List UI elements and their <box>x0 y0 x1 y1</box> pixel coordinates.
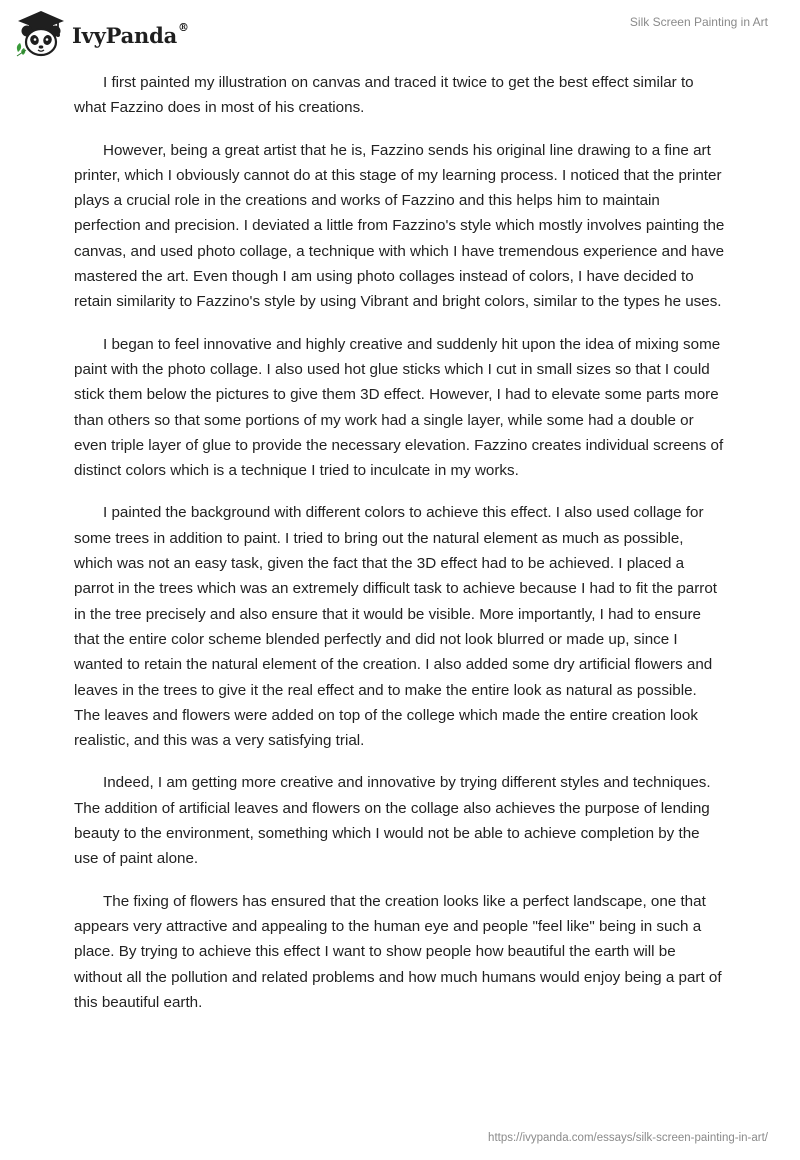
document-title: Silk Screen Painting in Art <box>629 15 768 29</box>
paragraph: The fixing of flowers has ensured that the creation looks like a perfect landscape, one that appears very attractive and appealing to the human eye and people "feel like" being in such a place. By trying to achieve this effect I want to show people how beautiful the earth will be without all the pollution and related problems and how much humans would enjoy being a part of this beautiful earth. <box>74 892 722 1011</box>
paragraph: I painted the background with different colors to achieve this effect. I also used collage for some trees in addition to paint. I tried to bring out the natural element as much as possible, which was not an easy task, given the fact that the 3D effect had to be achieved. I placed a parrot in the trees which was an extremely difficult task to achieve because I had to fit the parrot in the tree precisely and also ensure that it would be visible. More importantly, I had to ensure that the entire color scheme blended perfectly and did not look blurred or made up, since I wanted to retain the natural element of the creation. I also added some dry artificial flowers and leaves in the trees to give it the real effect and to make the entire look as natural as possible. The leaves and flowers were added on top of the college which made the entire creation look realistic, and this was a very satisfying trial. <box>74 504 717 750</box>
panda-graduation-cap-icon <box>14 8 68 58</box>
paragraph: Indeed, I am getting more creative and innovative by trying different styles and techniques. The addition of artificial leaves and flowers on the collage also achieves the purpose of lending beauty to the environment, something which I would not be able to achieve completion by the use of paint alone. <box>74 774 711 868</box>
logo-wordmark <box>72 20 189 48</box>
paragraph: However, being a great artist that he is, Fazzino sends his original line drawing to a fine art printer, which I obviously cannot do at this stage of my learning process. I noticed that the printer plays a crucial role in the creations and works of Fazzino and this helps him to maintain perfection and precision. I deviated a little from Fazzino's style which mostly involves painting the canvas, and used photo collage, a technique with which I have tremendous experience and have mastered the art. Even though I am using photo collages instead of colors, I have decided to retain similarity to Fazzino's style by using Vibrant and bright colors, similar to the types he uses. <box>74 141 725 311</box>
page-header <box>0 0 800 64</box>
ivypanda-logo[interactable] <box>14 8 189 58</box>
paragraph: I first painted my illustration on canvas and traced it twice to get the best effect similar to what Fazzino does in most of his creations. <box>74 74 694 117</box>
source-url[interactable]: https://ivypanda.com/essays/silk-screen-painting-in-art/ <box>488 1132 768 1144</box>
paragraph: I began to feel innovative and highly creative and suddenly hit upon the idea of mixing some paint with the photo collage. I also used hot glue sticks which I cut in small sizes so that I could stick them below the pictures to give them 3D effect. However, I had to elevate some parts more than others so that some portions of my work had a single layer, while some had a double or even triple layer of glue to provide the necessary elevation. Fazzino creates individual screens of distinct colors which is a technique I tried to inculcate in my works. <box>74 335 724 480</box>
logo-text: IvyPanda <box>72 22 178 48</box>
essay-body <box>74 70 726 1032</box>
registered-mark: ® <box>178 20 189 34</box>
